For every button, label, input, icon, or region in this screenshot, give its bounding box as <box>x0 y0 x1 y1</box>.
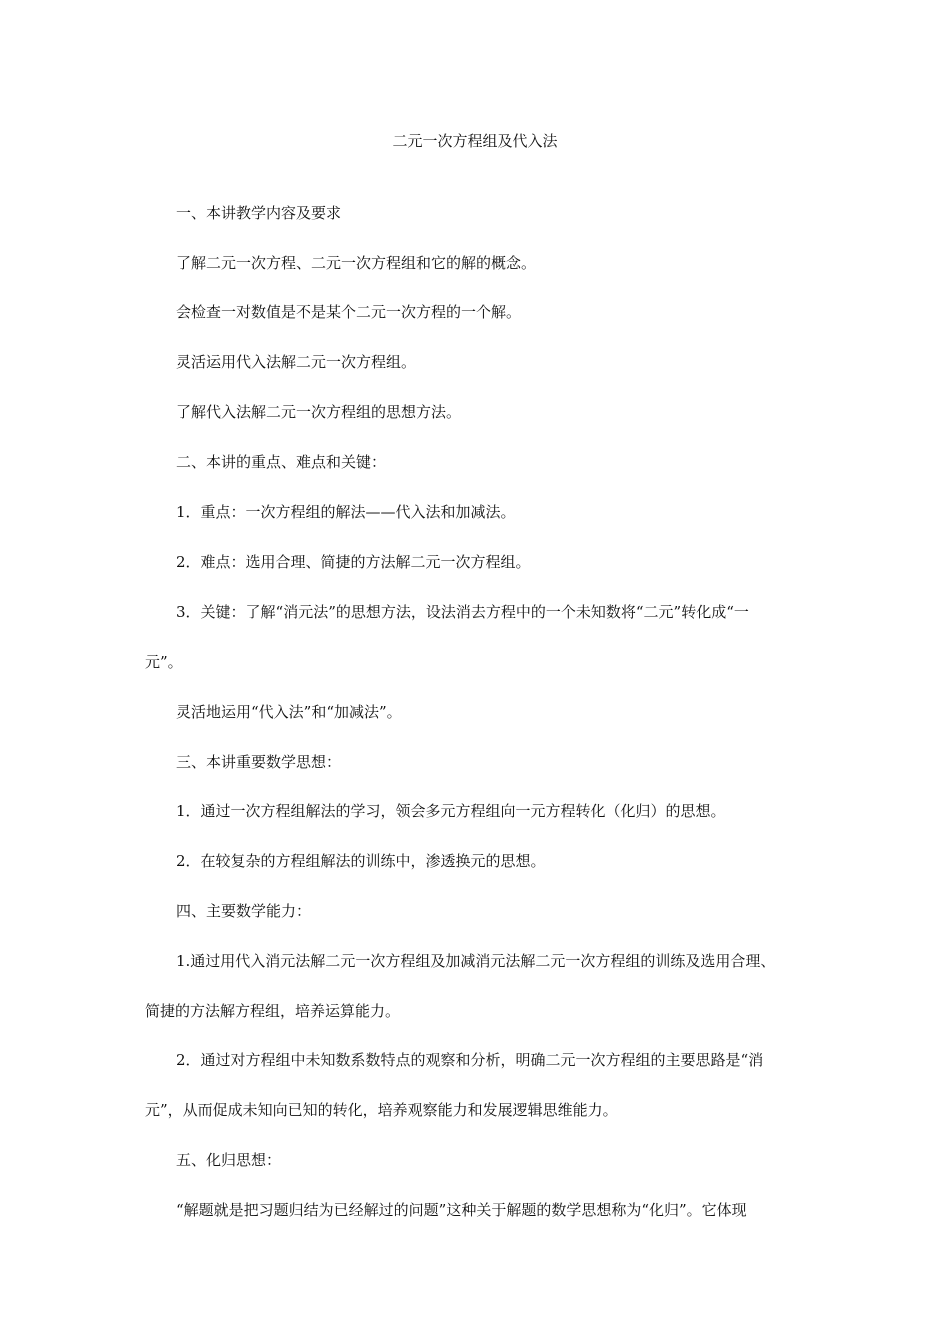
section-heading-2: 二、本讲的重点、难点和关键： <box>176 453 387 471</box>
paragraph-line: 灵活地运用“代入法”和“加减法”。 <box>176 703 402 721</box>
paragraph-line: 2．难点：选用合理、简捷的方法解二元一次方程组。 <box>176 553 531 571</box>
paragraph-line: 了解二元一次方程、二元一次方程组和它的解的概念。 <box>176 254 537 272</box>
paragraph-line: 元”，从而促成未知向已知的转化，培养观察能力和发展逻辑思维能力。 <box>145 1101 618 1119</box>
section-heading-4: 四、主要数学能力： <box>176 902 312 920</box>
paragraph-line: 简捷的方法解方程组，培养运算能力。 <box>145 1002 401 1020</box>
paragraph-line: 3．关键：了解“消元法”的思想方法，设法消去方程中的一个未知数将“二元”转化成“一 <box>176 603 749 621</box>
paragraph-line: 2．通过对方程组中未知数系数特点的观察和分析，明确二元一次方程组的主要思路是“消 <box>176 1051 764 1069</box>
section-heading-1: 一、本讲教学内容及要求 <box>176 204 342 222</box>
section-heading-3: 三、本讲重要数学思想： <box>176 753 342 771</box>
paragraph-line: 灵活运用代入法解二元一次方程组。 <box>176 353 417 371</box>
document-title: 二元一次方程组及代入法 <box>392 132 558 150</box>
paragraph-line: 1．重点：一次方程组的解法——代入法和加减法。 <box>176 503 516 521</box>
paragraph-line: 元”。 <box>145 653 183 671</box>
paragraph-line: 1.通过用代入消元法解二元一次方程组及加减消元法解二元一次方程组的训练及选用合理、 <box>176 952 776 970</box>
paragraph-line: “解题就是把习题归结为已经解过的问题”这种关于解题的数学思想称为“化归”。它体现 <box>176 1201 747 1219</box>
paragraph-line: 1．通过一次方程组解法的学习，领会多元方程组向一元方程转化（化归）的思想。 <box>176 802 726 820</box>
paragraph-line: 了解代入法解二元一次方程组的思想方法。 <box>176 403 462 421</box>
paragraph-line: 2．在较复杂的方程组解法的训练中，渗透换元的思想。 <box>176 852 546 870</box>
paragraph-line: 会检查一对数值是不是某个二元一次方程的一个解。 <box>176 303 522 321</box>
section-heading-5: 五、化归思想： <box>176 1151 282 1169</box>
